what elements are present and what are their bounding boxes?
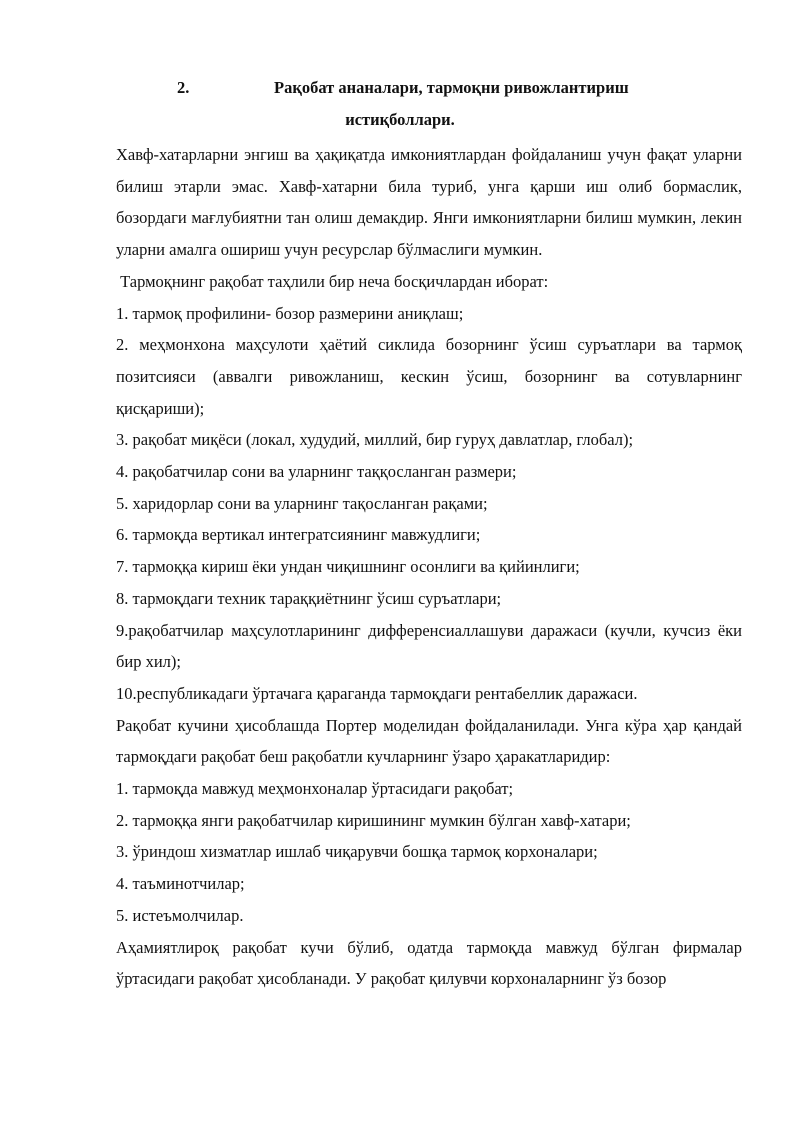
body-text	[116, 139, 742, 995]
list-item-force-3: 3. ўриндош хизматлар ишлаб чиқарувчи бошқа тармоқ корхоналари;	[116, 842, 598, 862]
list-item-force-4: 4. таъминотчилар;	[116, 874, 245, 894]
list-item-analysis-3: 3. рақобат миқёси (локал, худудий, миллий, бир гуруҳ давлатлар, глобал);	[116, 430, 634, 450]
list-item-analysis-1: 1. тармоқ профилини- бозор размерини аниқлаш;	[116, 303, 464, 323]
section-heading	[0, 74, 800, 102]
list-item-analysis-5: 5. харидорлар сони ва уларнинг тақосланган рақами;	[116, 493, 488, 513]
paragraph-rivalry: Аҳамиятлироқ рақобат кучи бўлиб, одатда тармоқда мавжуд бўлган фирмалар ўртасидаги рақобат ҳисобланади. У рақобат қилувчи корхоналарнинг ўз бозор	[116, 937, 742, 989]
list-item-force-5: 5. истеъмолчилар.	[116, 905, 244, 925]
list-item-force-1: 1. тармоқда мавжуд меҳмонхоналар ўртасидаги рақобат;	[116, 779, 514, 799]
list-item-analysis-6: 6. тармоқда вертикал интегратсиянинг мавжудлиги;	[116, 525, 481, 545]
list-item-analysis-9: 9.рақобатчилар маҳсулотларининг дифференсиаллашуви даражаси (кучли, кучсиз ёки бир хил);	[116, 620, 742, 672]
list-item-force-2: 2. тармоққа янги рақобатчилар киришининг мумкин бўлган хавф-хатари;	[116, 810, 631, 830]
list-item-analysis-8: 8. тармоқдаги техник тараққиётнинг ўсиш суръатлари;	[116, 588, 502, 608]
paragraph-intro: Хавф-хатарларни энгиш ва ҳақиқатда имкониятлардан фойдаланиш учун фақат уларни билиш этарли эмас. Хавф-хатарни била туриб, унга қарши иш олиб бормаслик, бозордаги мағлубиятни тан олиш демакдир. Янги имкониятларни билиш мумкин, лекин уларни амалга ошириш учун ресурслар бўлмаслиги мумкин.	[116, 145, 742, 260]
list-item-analysis-10: 10.республикадаги ўртачага қараганда тармоқдаги рентабеллик даражаси.	[116, 683, 638, 703]
section-title-line-2: истиқболлари.	[345, 110, 455, 129]
paragraph-analysis-stages: Тармоқнинг рақобат таҳлили бир неча босқичлардан иборат:	[116, 271, 549, 291]
list-item-analysis-7: 7. тармоққа кириш ёки ундан чиқишнинг осонлиги ва қийинлиги;	[116, 557, 580, 577]
list-item-analysis-4: 4. рақобатчилар сони ва уларнинг таққосланган размери;	[116, 462, 517, 482]
paragraph-porter-model: Рақобат кучини ҳисоблашда Портер моделидан фойдаланилади. Унга кўра ҳар қандай тармоқдаги рақобат беш рақобатли кучларнинг ўзаро ҳаракатларидир:	[116, 715, 742, 767]
list-item-analysis-2: 2. меҳмонхона маҳсулоти ҳаётий сиклида бозорнинг ўсиш суръатлари ва тармоқ позитсияси (аввалги ривожланиш, кескин ўсиш, бозорнинг ва сотувларнинг қисқариши);	[116, 335, 742, 418]
section-number: 2.	[177, 78, 190, 97]
section-title-line-1: Рақобат ананалари, тармоқни ривожлантириш	[274, 78, 629, 97]
